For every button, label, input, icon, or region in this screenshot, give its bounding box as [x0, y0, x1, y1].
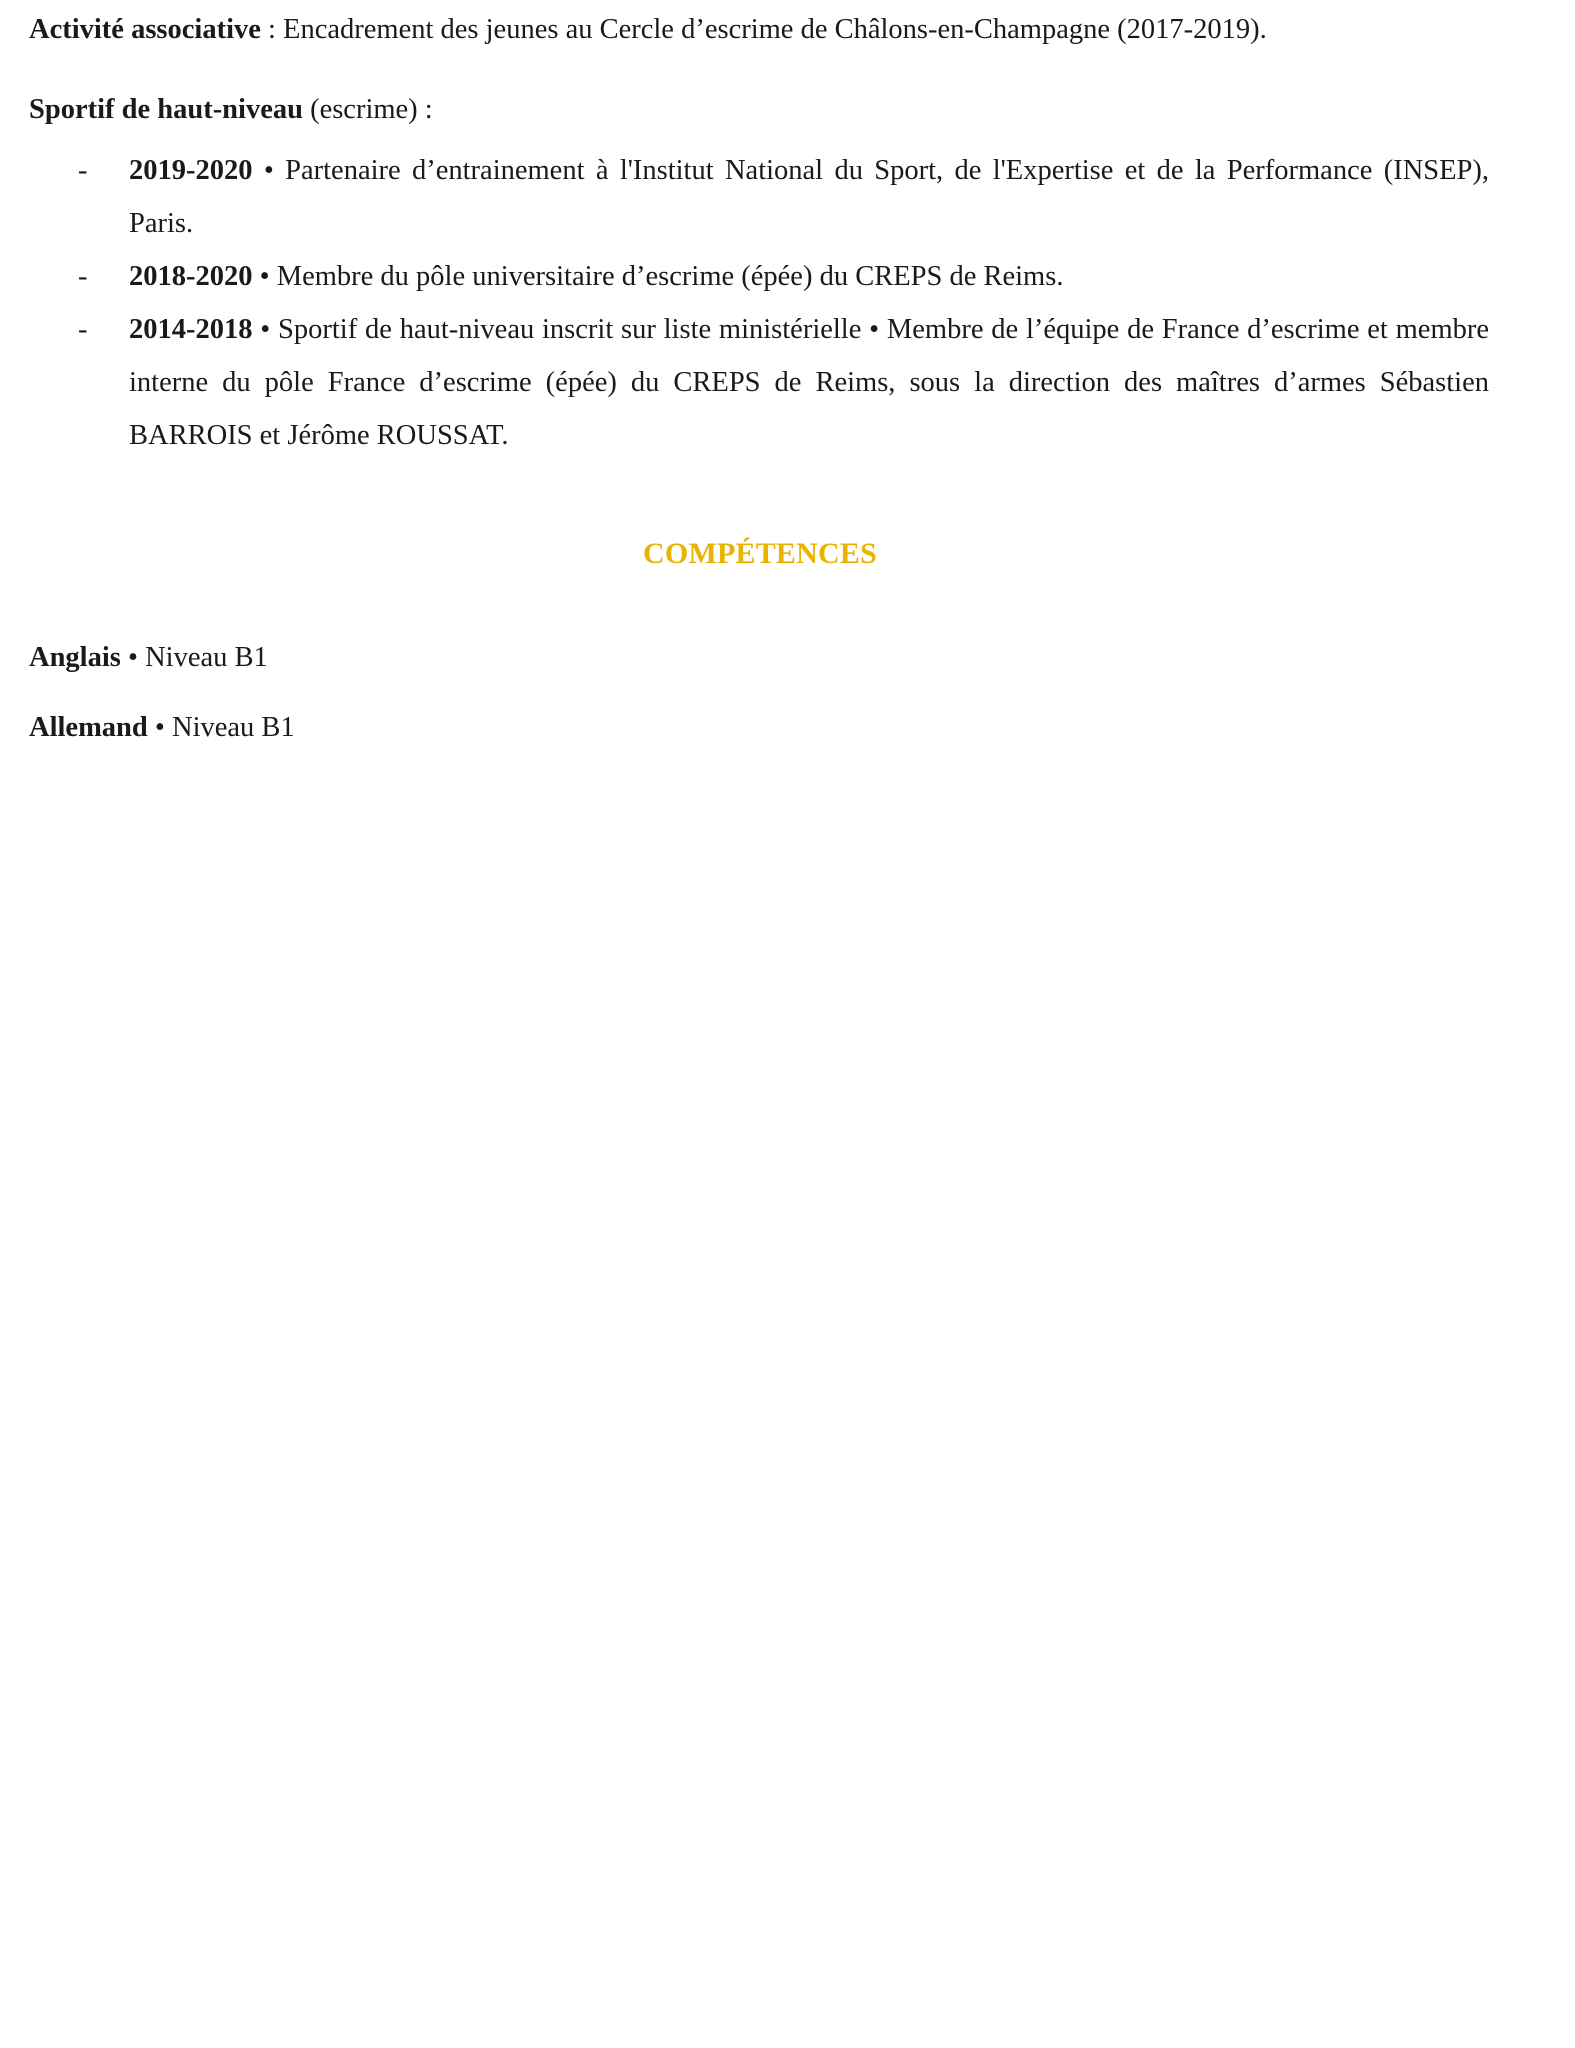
list-item-years: 2018-2020 [129, 261, 253, 292]
language-name: Anglais [29, 642, 121, 673]
activite-text: : Encadrement des jeunes au Cercle d’escrime de Châlons-en-Champagne (2017-2019). [260, 14, 1267, 45]
list-dash: - [78, 314, 88, 345]
language-level: • Niveau B1 [147, 712, 295, 743]
sportif-list [29, 144, 1489, 462]
language-level: • Niveau B1 [120, 642, 268, 673]
list-item [29, 303, 1489, 462]
list-item-text: • Sportif de haut-niveau inscrit sur liste ministérielle • Membre de l’équipe de France d’escrime et membre interne du pôle France d’escrime (épée) du CREPS de Reims, sous la direction des maîtres d’armes Sébastien BARROIS et Jérôme ROUSSAT. [129, 314, 1489, 451]
list-item-text: • Membre du pôle universitaire d’escrime (épée) du CREPS de Reims. [252, 261, 1064, 292]
language-line-anglais [29, 638, 1489, 678]
list-item-years: 2014-2018 [129, 314, 253, 345]
list-dash: - [78, 261, 88, 292]
list-item [29, 144, 1489, 250]
list-item [29, 250, 1489, 303]
sportif-text: (escrime) : [302, 94, 433, 125]
list-item-text: • Partenaire d’entrainement à l'Institut National du Sport, de l'Expertise et de la Performance (INSEP), Paris. [129, 155, 1489, 239]
language-line-allemand [29, 708, 1489, 748]
sportif-heading [29, 90, 1489, 130]
activite-associative-line [29, 10, 1489, 50]
sportif-label: Sportif de haut-niveau [29, 94, 303, 125]
language-name: Allemand [29, 712, 148, 743]
activite-label: Activité associative [29, 14, 261, 45]
competences-title: COMPÉTENCES [643, 537, 877, 570]
list-dash: - [78, 155, 88, 186]
list-item-years: 2019-2020 [129, 155, 253, 186]
